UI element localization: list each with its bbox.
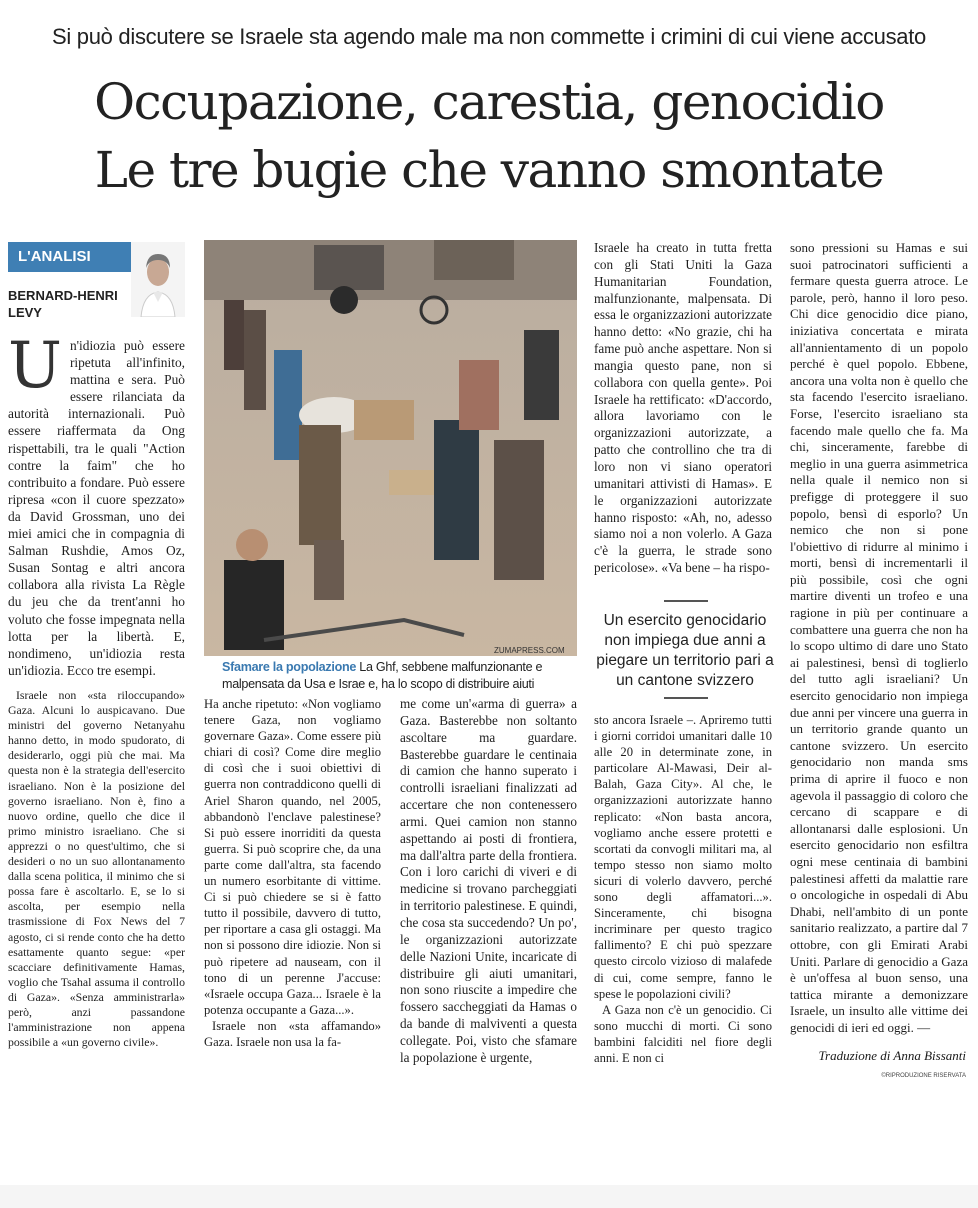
- column-3-bottom-text: me come un'«arma di guerra» a Gaza. Basterebbe non soltanto ascoltare ma guardare. Basterebbe guardare le centinaia di camion che hanno superato i controlli israeliani finalizzati ad accertare che non contenessero armi. Quei camion non stanno aspettando ai posti di frontiera, ma dall'altra parte della frontiera. Con i loro carichi di viveri e di medicine si trovano parcheggiati in territorio palestinese. E quindi, che cosa sta succedendo? Un po', le organizzazioni autorizzate delle Nazioni Unite, incaricate di distribuire gli aiuti umanitari, non sono riuscite a impedire che fossero saccheggiati da Hamas o da bande di malviventi a questa collegate. Poi, visto che sfamare la popolazione è urgente,: [400, 696, 577, 1065]
- column-1-intro-text: n'idiozia può essere ripetuta all'infinito, mattina e sera. Può essere rilanciata da autorità internazionali. Può essere riaffermata da Ong rispettabili, tra le quali "Action contre la faim" che ho contribuito a fondare. Può essere ripresa «con il cuore spezzato» da David Grossman, uno dei miei amici che in compagnia di Salman Rushdie, Amos Oz, Susan Sontag e altri ancora collabora alla rivista La Règle du jeu che da trent'anni ho voluto che fosse impegnata nella lotta per la libertà. E, nondimeno, un'idiozia resta un'idiozia. Ecco tre esempi.: [8, 338, 185, 678]
- column-5-text: sono pressioni su Hamas e sui suoi patrocinatori sufficienti a fermare questa guerra atroce. Le parole, però, hanno il loro peso. Chi dice genocidio dice piano, iniziativa concertata e mirata all'annientamento di un popolo perché è quel popolo. Ebbene, ancora una volta non è quello che sta facendo l'esercito israeliano. Forse, l'esercito israeliano sta facendo male quello che fa. Ma chi, sinceramente, farebbe di meglio in una guerra asimmetrica nella quale il nemico non si prefigge di proteggere il suo popolo, bensì di esporlo? Un nemico che non si pone l'obiettivo di ridurre al minimo i morti, bensì di incrementarli il più possibile, così che ogni martire diventi un trofeo e una ragione in più per continuare a combattere una guerra che non ha lo scopo ultimo di dare uno Stato ai palestinesi, bensì di toglierlo del tutto agli israeliani? Un esercito genocidario non impiega due anni per vincere una guerra in un territorio grande quanto un cantone svizzero. Un esercito genocidario non manda sms prima di aprire il fuoco e non agevola il passaggio di coloro che cercano di scappare e di allontanarsi dalle esplosioni. Un esercito genocidario non esfiltra ogni mese centinaia di bambini palestinesi affetti da malattie rare o oncologiche in ospedali di Abu Dhabi, nell'ambito di un ponte sanitario realizzato, a partire dal 7 ottobre, con gli Emirati Arabi Uniti. Parlare di genocidio a Gaza è un'offesa al buon senso, una tattica mirante a demonizzare Israele, un insulto alle vittime dei genocidi di ieri ed oggi. —: [790, 240, 968, 1035]
- headline-line-2: Le tre bugie che vanno smontate: [94, 141, 884, 199]
- pull-quote-rule-bottom: [664, 697, 708, 699]
- author-last-name: LEVY: [8, 305, 42, 320]
- pull-quote: Un esercito genocidario non impiega due anni a piegare un territorio pari a un cantone svizzero: [596, 612, 774, 689]
- photo-credit: ZUMAPRESS.COM: [494, 646, 565, 655]
- column-4-bottom-text-2: A Gaza non c'è un genocidio. Ci sono mucchi di morti. Ci sono bambini falciditi nel fiore degli anni. E non ci: [594, 1002, 772, 1065]
- news-photo: [204, 240, 577, 656]
- copyright-notice: ©RIPRODUZIONE RISERVATA: [881, 1073, 966, 1079]
- author-portrait: [131, 242, 185, 317]
- column-1-bottom-text: Israele non «sta riloccupando» Gaza. Alcuni lo auspicavano. Due ministri del governo Netanyahu hanno detto, in modo spudorato, di desiderarlo, oggi più che mai. Ma questa non è la strategia dell'esercito israeliano. Non è la posizione del governo israeliano. Non è, fino a nuovo ordine, quello che dice il primo ministro israeliano. Che si apprezzi o no quest'ultimo, che si desideri o no un suo allontanamento dalla scena politica, il minimo che si possa fare è ascoltarlo. E, se lo si ascolta, per esempio nella trasmissione di Fox News del 7 agosto, ci si rende conto che ha detto esattamente quanto segue: «per scacciare definitivamente Hamas, voglio che Tsahal assuma il controllo di Gaza». «Senza amministrarla» però, anzi passandone l'amministrazione non appena possibile a «un governo civile».: [8, 688, 185, 1050]
- column-2-end-text: Israele non «sta affamando» Gaza. Israele non usa la fa-: [204, 1018, 381, 1049]
- kicker: Si può discutere se Israele sta agendo male ma non commette i crimini di cui viene accusato: [52, 24, 926, 49]
- column-4-bottom: [594, 712, 772, 1066]
- photo-caption: [222, 659, 582, 693]
- column-1-bottom: [8, 688, 185, 1050]
- column-5: [790, 240, 968, 1037]
- drop-cap: U: [8, 329, 62, 403]
- caption-label: Sfamare la popolazione: [222, 660, 357, 674]
- column-3-bottom: [400, 696, 577, 1067]
- author-first-name: BERNARD-HENRI: [8, 288, 118, 303]
- pull-quote-rule-top: [664, 600, 708, 602]
- column-2-text: Ha anche ripetuto: «Non vogliamo tenere Gaza, non vogliamo governare Gaza». Come essere più chiari di così? Come dire meglio di così che i suoi obiettivi di guerra non contraddicono quelli di Ariel Sharon quando, nel 2005, abbandonò l'enclave palestinese? Si può essere inorriditi da questa guerra. Si può scoprire che, da una parte come dall'altra, sta facendo un numero esorbitante di vittime. Ci si può chiedere se si è fatto tutto il possibile, davvero di tutto, per riportare a casa gli ostaggi. Ma non si possono dire idiozie. Non si può ripetere ad nauseam, con il tono di un perenne J'accuse: «Israele occupa Gaza... Israele è la potenza occupante a Gaza...».: [204, 697, 381, 1017]
- column-4-bottom-text: sto ancora Israele –. Apriremo tutti i giorni corridoi umanitari dalle 10 alle 20 in determinate zone, in particolare Al-Mawasi, Deir al-Balah, Gaza City». Al che, le organizzazioni autorizzate hanno replicato: «Non basta ancora, vogliamo anche essere protetti e scortati da convogli militari ma, al tempo stesso non siamo molto sicuri di volerlo davvero, perché sono degli affamatori...». Sinceramente, chi bisogna incriminare per questo tragico fallimento? E chi può spezzare questo circolo vizioso di malafede di cui, come sempre, fanno le spese le popolazioni civili?: [594, 713, 772, 1001]
- page-bottom-bar: [0, 1185, 978, 1208]
- caption-text: La Ghf, sebbene malfunzionante e malpensata da Usa e Israe e, ha lo scopo di distribuire aiuti: [222, 660, 543, 691]
- column-1-top: [8, 329, 185, 679]
- author-byline: [8, 287, 118, 321]
- column-4-top-text: Israele ha creato in tutta fretta con gli Stati Uniti la Gaza Humanitarian Foundation, malfunzionante, malpensata. Di essa le organizzazioni autorizzate hanno detto: «No grazie, chi ha fame può anche aspettare. Non si mangia questo pane, non si collabora con quella gente». Poi Israele ha rettificato: «D'accordo, allora lavoriamo con le organizzazioni autorizzate, a patto che controllino che tra di loro non vi siano operatori umanitari attivisti di Hamas». E le organizzazioni autorizzate hanno risposto: «Ah, no, adesso siamo noi a non volerlo. A Gaza c'è la guerra, le strade sono pericolose». «Va bene – ha rispo-: [594, 240, 772, 576]
- column-4-top: [594, 240, 772, 577]
- headline-line-1: Occupazione, carestia, genocidio: [94, 73, 884, 131]
- column-2: [204, 696, 381, 1050]
- section-label: L'ANALISI: [8, 242, 185, 272]
- translator-credit: Traduzione di Anna Bissanti: [818, 1048, 966, 1063]
